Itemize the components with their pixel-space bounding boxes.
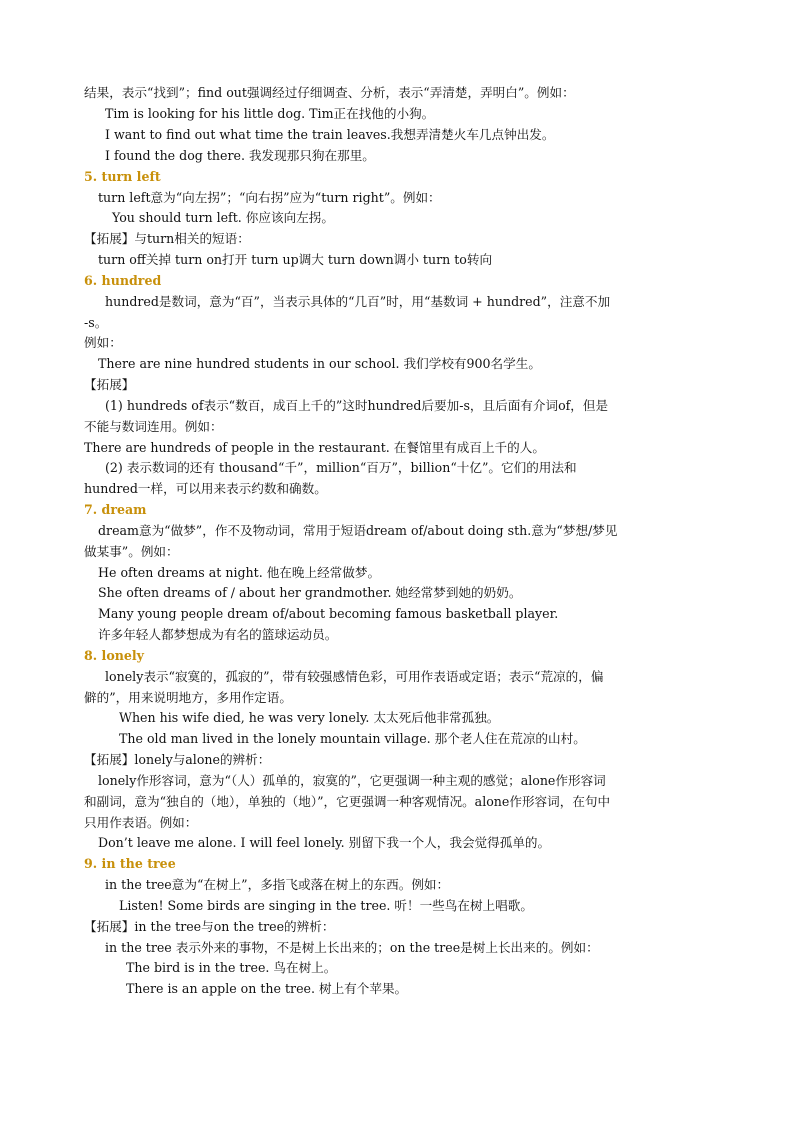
text-line: in the tree意为“在树上”，多指飞或落在树上的东西。例如： [105,877,450,892]
section-heading: 9. in the tree [84,856,176,871]
text-line: (2) 表示数词的还有 thousand“千”，million“百万”，billion“十亿”。它们的用法和 [105,460,577,475]
text-line: 【拓展】 [84,377,135,392]
text-line: When his wife died, he was very lonely. 太太死后他非常孤独。 [119,710,500,725]
text-line: The bird is in the tree. 鸟在树上。 [126,960,337,975]
text-line: She often dreams of / about her grandmother. 她经常梦到她的奶奶。 [98,585,522,600]
text-line: Tim is looking for his little dog. Tim正在找他的小狗。 [105,106,435,121]
text-line: turn off关掉 turn on打开 turn up调大 turn down调小 turn to转向 [98,252,493,267]
section-heading: 7. dream [84,502,147,517]
text-line: lonely表示“寂寞的，孤寂的”，带有较强感情色彩，可用作表语或定语；表示“荒凉的，偏 [105,669,604,684]
text-line: 【拓展】in the tree与on the tree的辨析： [84,919,335,934]
text-line: hundred是数词，意为“百”，当表示具体的“几百”时，用“基数词 + hundred”，注意不加 [105,294,611,309]
text-line: There are nine hundred students in our school. 我们学校有900名学生。 [98,356,541,371]
text-line: Don’t leave me alone. I will feel lonely. 别留下我一个人，我会觉得孤单的。 [98,835,551,850]
text-line: There is an apple on the tree. 树上有个苹果。 [126,981,408,996]
text-line: hundred一样，可以用来表示约数和确数。 [84,481,327,496]
text-line: in the tree 表示外来的事物，不是树上长出来的；on the tree是树上长出来的。例如： [105,940,599,955]
text-line: 和副词，意为“独自的（地），单独的（地）”，它更强调一种客观情况。alone作形容词，在句中 [84,794,611,809]
text-line: turn left意为“向左拐”；“向右拐”应为“turn right”。例如： [98,190,441,205]
text-line: 不能与数词连用。例如： [84,419,223,434]
text-line: Many young people dream of/about becoming famous basketball player. [98,606,559,621]
text-line: I found the dog there. 我发现那只狗在那里。 [105,148,375,163]
text-line: -s。 [84,315,108,330]
text-line: 【拓展】与turn相关的短语： [84,231,250,246]
text-line: (1) hundreds of表示“数百，成百上千的”这时hundred后要加-s，且后面有介词of，但是 [105,398,609,413]
text-line: 例如： [84,335,122,350]
section-heading: 8. lonely [84,648,144,663]
text-line: 做某事”。例如： [84,544,179,559]
text-line: There are hundreds of people in the restaurant. 在餐馆里有成百上千的人。 [84,440,545,455]
text-line: 只用作表语。例如： [84,815,198,830]
text-line: You should turn left. 你应该向左拐。 [112,210,334,225]
text-line: lonely作形容词，意为“（人）孤单的，寂寞的”，它更强调一种主观的感觉；alone作形容词 [98,773,606,788]
section-heading: 6. hundred [84,273,162,288]
text-line: Listen! Some birds are singing in the tree. 听！一些鸟在树上唱歌。 [119,898,533,913]
text-line: I want to find out what time the train leaves.我想弄清楚火车几点钟出发。 [105,127,555,142]
text-line: 结果，表示“找到”；find out强调经过仔细调查、分析，表示“弄清楚，弄明白”。例如： [84,85,575,100]
section-heading: 5. turn left [84,169,161,184]
text-line: He often dreams at night. 他在晚上经常做梦。 [98,565,381,580]
text-line: 【拓展】lonely与alone的辨析： [84,752,271,767]
text-line: 僻的”，用来说明地方，多用作定语。 [84,690,292,705]
text-line: The old man lived in the lonely mountain village. 那个老人住在荒凉的山村。 [119,731,586,746]
text-line: 许多年轻人都梦想成为有名的篮球运动员。 [98,627,338,642]
text-line: dream意为“做梦”，作不及物动词，常用于短语dream of/about doing sth.意为“梦想/梦见 [98,523,618,538]
